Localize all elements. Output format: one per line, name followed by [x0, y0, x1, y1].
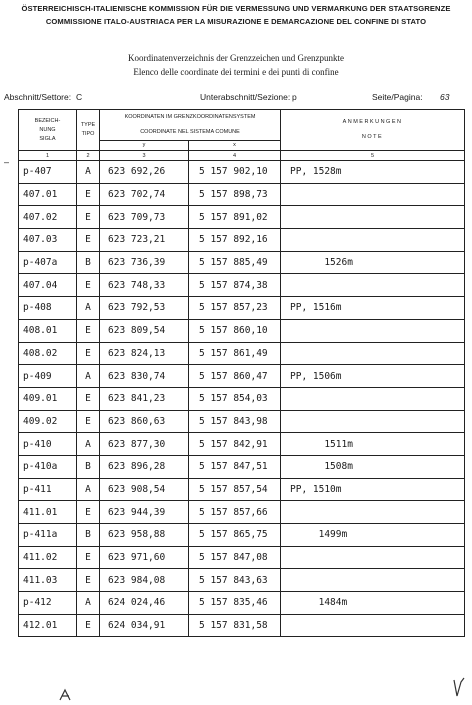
sigla-cell: 409.02	[19, 410, 77, 433]
table-row	[19, 229, 465, 252]
note-cell: PP, 1528m	[281, 161, 465, 184]
note-cell: 1511m	[281, 433, 465, 456]
type-cell: E	[77, 387, 100, 410]
y-coordinate-cell: 623 896,28	[100, 455, 189, 478]
y-coordinate-cell: 623 702,74	[100, 183, 189, 206]
header-coordinates-de: KOORDINATEN IM GRENZKOORDINATENSYSTEM	[124, 114, 256, 120]
sigla-cell: 411.02	[19, 546, 77, 569]
note-cell	[281, 569, 465, 592]
type-cell: E	[77, 614, 100, 637]
y-coordinate-cell: 623 841,23	[100, 387, 189, 410]
table-row	[19, 592, 465, 615]
x-coordinate-cell: 5 157 847,08	[189, 546, 281, 569]
header-sigla-de-2: NUNG	[39, 126, 56, 133]
x-coordinate-cell: 5 157 857,54	[189, 478, 281, 501]
table-row	[19, 183, 465, 206]
type-cell: A	[77, 365, 100, 388]
table-row	[19, 455, 465, 478]
table-row	[19, 251, 465, 274]
commission-title-de: ÖSTERREICHISCH-ITALIENISCHE KOMMISSION FÜR DIE VERMESSUNG UND VERMARKUNG DER STAATSGRENZE	[21, 4, 451, 13]
sigla-cell: p-407	[19, 161, 77, 184]
sigla-cell: p-410	[19, 433, 77, 456]
x-coordinate-cell: 5 157 835,46	[189, 592, 281, 615]
header-notes-de: ANMERKUNGEN	[342, 119, 403, 125]
table-row	[19, 206, 465, 229]
table-row	[19, 524, 465, 547]
table-row	[19, 614, 465, 637]
sigla-cell: 409.01	[19, 387, 77, 410]
header-x: x	[189, 141, 281, 151]
sigla-cell: p-409	[19, 365, 77, 388]
x-coordinate-cell: 5 157 857,23	[189, 297, 281, 320]
note-cell	[281, 410, 465, 433]
column-number: 2	[77, 151, 100, 161]
x-coordinate-cell: 5 157 842,91	[189, 433, 281, 456]
table-row	[19, 387, 465, 410]
commission-title-it: COMMISSIONE ITALO-AUSTRIACA PER LA MISURAZIONE E DEMARCAZIONE DEL CONFINE DI STATO	[45, 17, 427, 26]
type-cell: E	[77, 546, 100, 569]
column-number: 5	[281, 151, 465, 161]
margin-tick-mark: –	[4, 157, 10, 167]
x-coordinate-cell: 5 157 891,02	[189, 206, 281, 229]
y-coordinate-cell: 623 723,21	[100, 229, 189, 252]
header-coordinates	[100, 110, 281, 141]
table-row	[19, 161, 465, 184]
note-cell	[281, 342, 465, 365]
type-cell: E	[77, 569, 100, 592]
note-cell: 1499m	[281, 524, 465, 547]
document-title-it: Elenco delle coordinate dei termini e dei punti di confine	[133, 67, 339, 77]
note-cell	[281, 206, 465, 229]
x-coordinate-cell: 5 157 861,49	[189, 342, 281, 365]
table-header-row	[19, 110, 465, 141]
y-coordinate-cell: 623 958,88	[100, 524, 189, 547]
subsection-label: Unterabschnitt/Sezione:	[200, 92, 291, 102]
column-number-row	[19, 151, 465, 161]
column-number: 4	[189, 151, 281, 161]
y-coordinate-cell: 623 984,08	[100, 569, 189, 592]
table-row	[19, 501, 465, 524]
sigla-cell: p-411	[19, 478, 77, 501]
type-cell: A	[77, 592, 100, 615]
x-coordinate-cell: 5 157 847,51	[189, 455, 281, 478]
note-cell	[281, 183, 465, 206]
sigla-cell: p-412	[19, 592, 77, 615]
type-cell: A	[77, 297, 100, 320]
note-cell	[281, 274, 465, 297]
x-coordinate-cell: 5 157 854,03	[189, 387, 281, 410]
sigla-cell: p-407a	[19, 251, 77, 274]
note-cell: PP, 1510m	[281, 478, 465, 501]
y-coordinate-cell: 623 860,63	[100, 410, 189, 433]
sigla-cell: 411.03	[19, 569, 77, 592]
header-sigla-it: SIGLA	[39, 135, 56, 142]
section-value: C	[76, 92, 83, 102]
sigla-cell: p-411a	[19, 524, 77, 547]
note-cell	[281, 501, 465, 524]
y-coordinate-cell: 623 824,13	[100, 342, 189, 365]
table-row	[19, 342, 465, 365]
sigla-cell: 407.01	[19, 183, 77, 206]
x-coordinate-cell: 5 157 843,98	[189, 410, 281, 433]
sigla-cell: p-408	[19, 297, 77, 320]
type-cell: B	[77, 251, 100, 274]
page-label: Seite/Pagina:	[372, 92, 423, 102]
sigla-cell: 411.01	[19, 501, 77, 524]
table-row	[19, 546, 465, 569]
x-coordinate-cell: 5 157 898,73	[189, 183, 281, 206]
sigla-cell: p-410a	[19, 455, 77, 478]
type-cell: B	[77, 524, 100, 547]
header-y: y	[100, 141, 189, 151]
x-coordinate-cell: 5 157 860,10	[189, 319, 281, 342]
type-cell: E	[77, 183, 100, 206]
type-cell: E	[77, 342, 100, 365]
y-coordinate-cell: 623 736,39	[100, 251, 189, 274]
type-cell: E	[77, 319, 100, 342]
type-cell: E	[77, 274, 100, 297]
x-coordinate-cell: 5 157 843,63	[189, 569, 281, 592]
column-number: 3	[100, 151, 189, 161]
subsection-value: p	[292, 92, 297, 102]
coordinates-table	[18, 109, 465, 637]
x-coordinate-cell: 5 157 865,75	[189, 524, 281, 547]
header-tipo	[77, 110, 100, 151]
y-coordinate-cell: 623 709,73	[100, 206, 189, 229]
note-cell: PP, 1506m	[281, 365, 465, 388]
y-coordinate-cell: 623 944,39	[100, 501, 189, 524]
y-coordinate-cell: 623 809,54	[100, 319, 189, 342]
x-coordinate-cell: 5 157 885,49	[189, 251, 281, 274]
header-notes	[281, 110, 465, 151]
x-coordinate-cell: 5 157 892,16	[189, 229, 281, 252]
sigla-cell: 407.03	[19, 229, 77, 252]
x-coordinate-cell: 5 157 860,47	[189, 365, 281, 388]
x-coordinate-cell: 5 157 831,58	[189, 614, 281, 637]
note-cell	[281, 387, 465, 410]
page-number: 63	[440, 92, 450, 102]
note-cell: PP, 1516m	[281, 297, 465, 320]
type-cell: E	[77, 229, 100, 252]
table-row	[19, 319, 465, 342]
sigla-cell: 407.02	[19, 206, 77, 229]
x-coordinate-cell: 5 157 874,38	[189, 274, 281, 297]
y-coordinate-cell: 623 748,33	[100, 274, 189, 297]
y-coordinate-cell: 623 971,60	[100, 546, 189, 569]
section-label: Abschnitt/Settore:	[4, 92, 72, 102]
table-row	[19, 478, 465, 501]
x-coordinate-cell: 5 157 857,66	[189, 501, 281, 524]
y-coordinate-cell: 623 877,30	[100, 433, 189, 456]
y-coordinate-cell: 624 034,91	[100, 614, 189, 637]
document-title-de: Koordinatenverzeichnis der Grenzzeichen und Grenzpunkte	[128, 53, 344, 63]
note-cell: 1526m	[281, 251, 465, 274]
type-cell: A	[77, 433, 100, 456]
sigla-cell: 412.01	[19, 614, 77, 637]
header-tipo-de: TYPE	[80, 122, 96, 128]
header-coordinates-it: COORDINATE NEL SISTEMA COMUNE	[140, 129, 240, 135]
note-cell	[281, 614, 465, 637]
y-coordinate-cell: 624 024,46	[100, 592, 189, 615]
sigla-cell: 407.04	[19, 274, 77, 297]
header-sigla-de-1: BEZEICH-	[34, 117, 61, 124]
initial-mark-left	[58, 688, 74, 704]
header-notes-it: NOTE	[361, 134, 384, 140]
note-cell	[281, 319, 465, 342]
y-coordinate-cell: 623 692,26	[100, 161, 189, 184]
initial-mark-right	[452, 676, 466, 700]
type-cell: E	[77, 410, 100, 433]
sigla-cell: 408.02	[19, 342, 77, 365]
x-coordinate-cell: 5 157 902,10	[189, 161, 281, 184]
handwritten-initial-icon	[58, 688, 74, 702]
table-row	[19, 297, 465, 320]
type-cell: E	[77, 206, 100, 229]
note-cell: 1508m	[281, 455, 465, 478]
note-cell	[281, 546, 465, 569]
type-cell: B	[77, 455, 100, 478]
y-coordinate-cell: 623 830,74	[100, 365, 189, 388]
type-cell: A	[77, 161, 100, 184]
column-number: 1	[19, 151, 77, 161]
handwritten-signature-icon	[452, 676, 466, 698]
sigla-cell: 408.01	[19, 319, 77, 342]
type-cell: E	[77, 501, 100, 524]
table-row	[19, 433, 465, 456]
note-cell	[281, 229, 465, 252]
table-row	[19, 274, 465, 297]
type-cell: A	[77, 478, 100, 501]
note-cell: 1484m	[281, 592, 465, 615]
y-coordinate-cell: 623 792,53	[100, 297, 189, 320]
header-tipo-it: TIPO	[81, 131, 95, 137]
y-coordinate-cell: 623 908,54	[100, 478, 189, 501]
table-row	[19, 410, 465, 433]
table-row	[19, 365, 465, 388]
header-sigla	[19, 110, 77, 151]
table-row	[19, 569, 465, 592]
